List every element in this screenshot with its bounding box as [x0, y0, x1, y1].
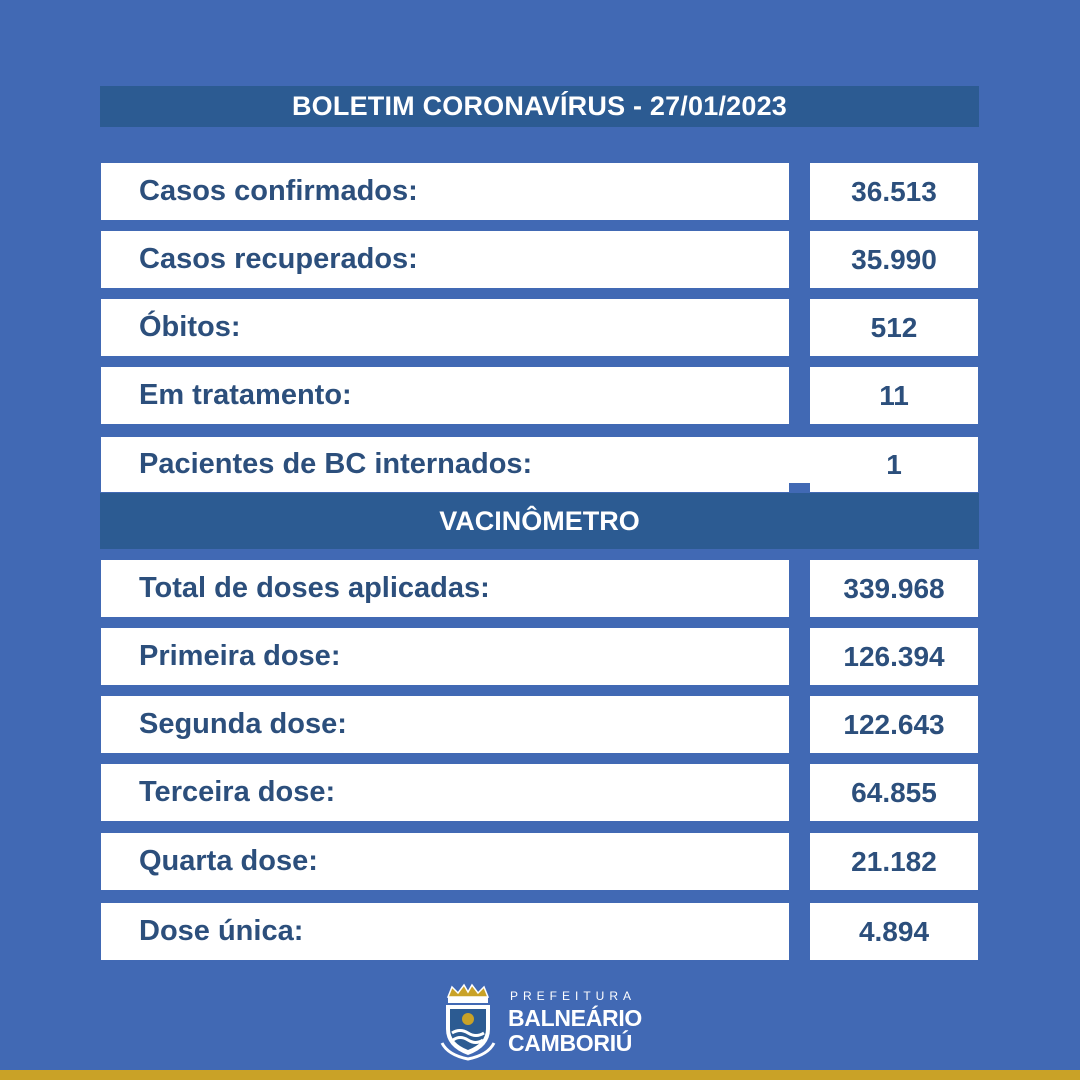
stat-row-deaths — [0, 299, 1080, 356]
vaccine-row-second-dose — [0, 696, 1080, 753]
stat-label: Óbitos: — [101, 299, 789, 356]
logo-city-line2: CAMBORIÚ — [508, 1030, 633, 1056]
logo-prefeitura-text: PREFEITURA — [510, 989, 637, 1003]
vaccine-label: Total de doses aplicadas: — [101, 560, 789, 617]
vaccine-label: Dose única: — [101, 903, 789, 960]
vaccine-value: 4.894 — [810, 903, 978, 960]
row-divider-filler — [789, 437, 810, 483]
vaccine-row-total — [0, 560, 1080, 617]
vaccine-label: Segunda dose: — [101, 696, 789, 753]
stat-label: Casos recuperados: — [101, 231, 789, 288]
vaccine-value: 339.968 — [810, 560, 978, 617]
stat-row-in-treatment — [0, 367, 1080, 424]
vaccine-value: 122.643 — [810, 696, 978, 753]
vaccine-value: 64.855 — [810, 764, 978, 821]
stat-label: Casos confirmados: — [101, 163, 789, 220]
vaccine-row-third-dose — [0, 764, 1080, 821]
stat-row-hospitalized — [0, 437, 1080, 494]
stat-value: 36.513 — [810, 163, 978, 220]
vaccine-value: 126.394 — [810, 628, 978, 685]
vaccine-row-single-dose — [0, 903, 1080, 960]
stat-label: Em tratamento: — [101, 367, 789, 424]
vaccine-label: Quarta dose: — [101, 833, 789, 890]
bottom-stripe — [0, 1070, 1080, 1080]
bulletin-title: BOLETIM CORONAVÍRUS - 27/01/2023 — [100, 86, 979, 127]
vaccine-section-title: VACINÔMETRO — [100, 493, 979, 549]
vaccine-row-fourth-dose — [0, 833, 1080, 890]
vaccine-label: Terceira dose: — [101, 764, 789, 821]
stat-value: 11 — [810, 367, 978, 424]
city-crest-icon — [440, 983, 496, 1061]
stat-value: 512 — [810, 299, 978, 356]
stat-row-confirmed — [0, 163, 1080, 220]
logo-city-line1: BALNEÁRIO — [508, 1005, 643, 1031]
stat-value: 1 — [810, 437, 978, 492]
stat-value: 35.990 — [810, 231, 978, 288]
vaccine-label: Primeira dose: — [101, 628, 789, 685]
vaccine-row-first-dose — [0, 628, 1080, 685]
stat-label: Pacientes de BC internados: — [101, 437, 789, 492]
vaccine-value: 21.182 — [810, 833, 978, 890]
stat-row-recovered — [0, 231, 1080, 288]
prefeitura-logo — [440, 983, 650, 1063]
